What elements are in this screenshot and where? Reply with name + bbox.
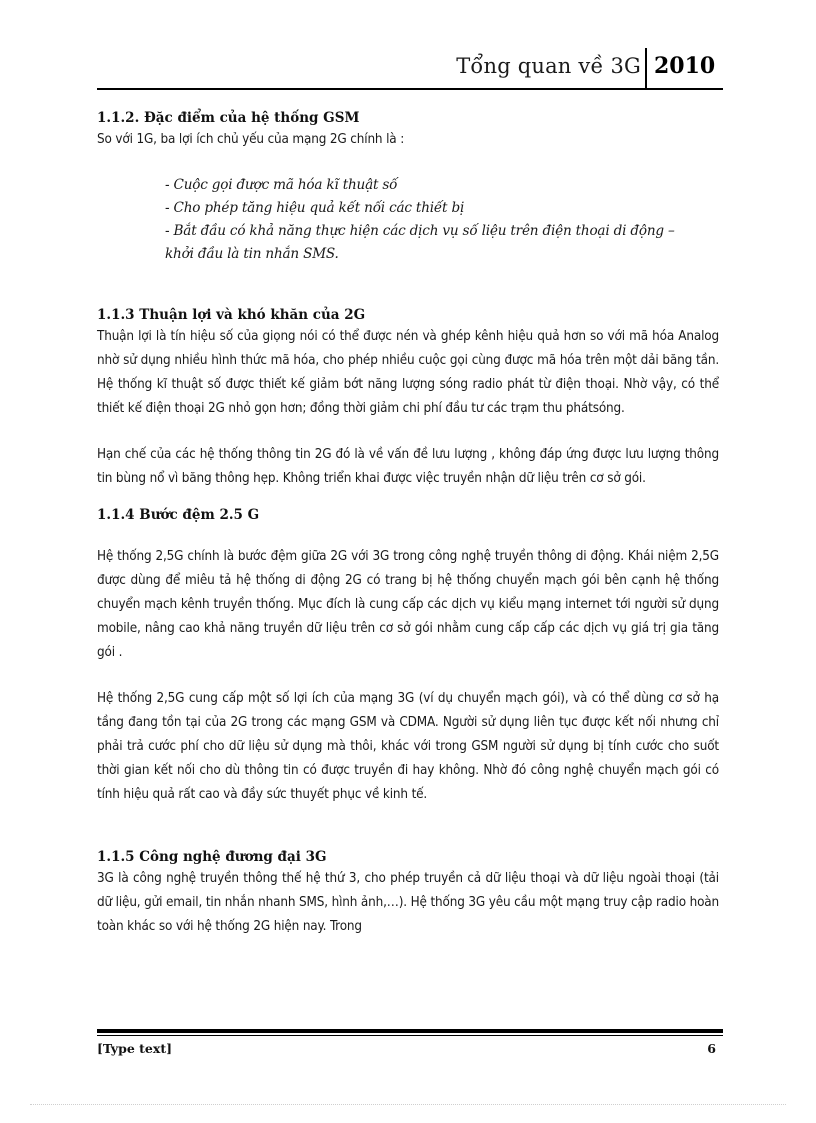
paragraph: Hệ thống 2,5G cung cấp một số lợi ích của mạng 3G (ví dụ chuyển mạch gói), và có thể dùng cơ sở hạ tầng đang tồn tại của 2G trong các mạng GSM và CDMA. Người sử dụng liên tục được kết nối nhưng chỉ phải trả cước phí cho dữ liệu sử dụng mà thôi, khác với trong GSM người sử dụng bị tính cước cho suốt thời gian kết nối cho dù thông tin có được truyền đi hay không. Nhờ đó công nghệ chuyển mạch gói có tính hiệu quả rất cao và đầy sức thuyết phục về kinh tế. — [97, 691, 719, 802]
paragraph: So với 1G, ba lợi ích chủ yếu của mạng 2G chính là : — [97, 132, 405, 147]
document-body — [97, 108, 719, 939]
section-heading-1-1-2: 1.1.2. Đặc điểm của hệ thống GSM — [97, 110, 360, 126]
list-item: - Cho phép tăng hiệu quả kết nối các thiết bị — [165, 200, 465, 216]
footer-rule — [97, 1029, 723, 1033]
list-item: - Bắt đầu có khả năng thực hiện các dịch vụ số liệu trên điện thoại di động – — [165, 223, 675, 239]
header-title: Tổng quan về 3G — [456, 54, 641, 78]
header-year: 2010 — [654, 53, 716, 79]
list-item: khởi đầu là tin nhắn SMS. — [165, 246, 339, 262]
section-heading-1-1-3: 1.1.3 Thuận lợi và khó khăn của 2G — [97, 307, 366, 323]
page-number: 6 — [707, 1041, 716, 1056]
paragraph: Thuận lợi là tín hiệu số của giọng nói có thể được nén và ghép kênh hiệu quả hơn so với mã hóa Analog nhờ sử dụng nhiều hình thức mã hóa, cho phép nhiều cuộc gọi cùng được mã hóa trên một dải băng tần. Hệ thống kĩ thuật số được thiết kế giảm bớt năng lượng sóng radio phát từ điện thoại. Nhờ vậy, có thể thiết kế điện thoại 2G nhỏ gọn hơn; đồng thời giảm chi phí đầu tư các trạm thu phátsóng. — [97, 329, 719, 416]
header-separator — [645, 48, 647, 88]
section-heading-1-1-5: 1.1.5 Công nghệ đương đại 3G — [97, 849, 327, 865]
footer-rule-thin — [97, 1035, 723, 1036]
footer-placeholder-text: [Type text] — [97, 1041, 173, 1056]
paragraph: Hệ thống 2,5G chính là bước đệm giữa 2G với 3G trong công nghệ truyền thông di động. Khái niệm 2,5G được dùng để miêu tả hệ thống di động 2G có trang bị hệ thống chuyển mạch gói bên cạnh hệ thống chuyển mạch kênh truyền thống. Mục đích là cung cấp các dịch vụ kiểu mạng internet tới người sử dụng mobile, nâng cao khả năng truyền dữ liệu trên cơ sở gói nhằm cung cấp cấp các dịch vụ giá trị gia tăng gói . — [97, 549, 719, 660]
section-heading-1-1-4: 1.1.4 Bước đệm 2.5 G — [97, 507, 260, 523]
list-item: - Cuộc gọi được mã hóa kĩ thuật số — [165, 177, 398, 193]
page-boundary — [30, 1104, 786, 1105]
paragraph: 3G là công nghệ truyền thông thế hệ thứ 3, cho phép truyền cả dữ liệu thoại và dữ liệu ngoài thoại (tải dữ liệu, gửi email, tin nhắn nhanh SMS, hình ảnh,…). Hệ thống 3G yêu cầu một mạng truy cập radio hoàn toàn khác so với hệ thống 2G hiện nay. Trong — [97, 871, 720, 934]
page-header — [97, 46, 723, 90]
paragraph: Hạn chế của các hệ thống thông tin 2G đó là về vấn đề lưu lượng , không đáp ứng được lưu lượng thông tin bùng nổ vì băng thông hẹp. Không triển khai được việc truyền nhận dữ liệu trên cơ sở gói. — [97, 447, 719, 486]
header-rule — [97, 88, 723, 90]
benefit-list — [97, 174, 719, 266]
